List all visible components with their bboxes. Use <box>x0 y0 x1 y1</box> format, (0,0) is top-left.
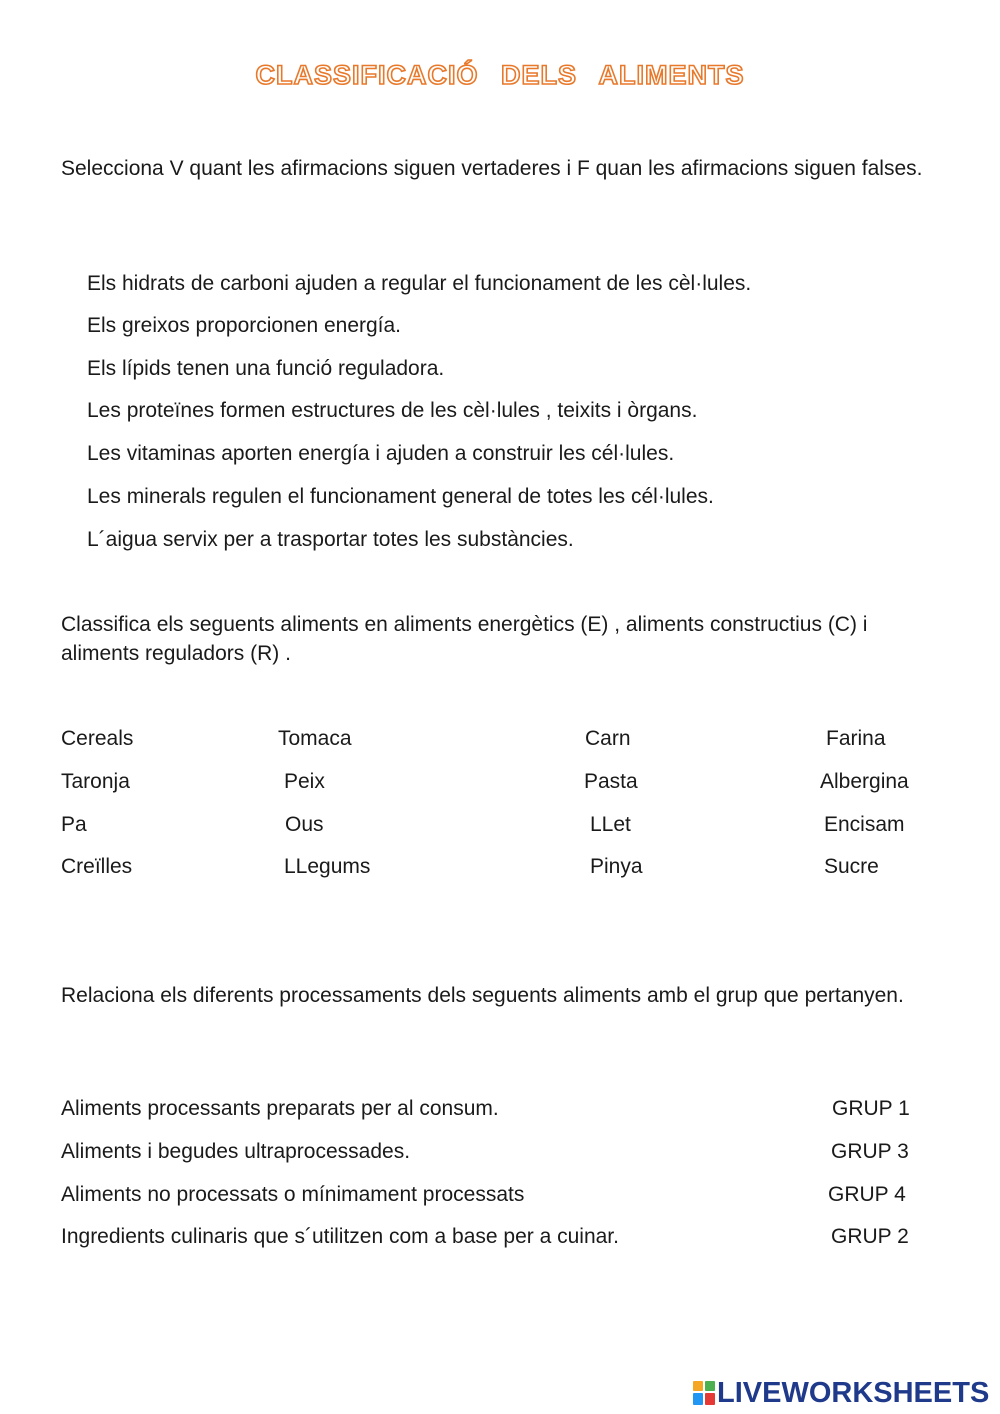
true-false-instructions: Selecciona V quant les afirmacions siguen vertaderes i F quan les afirmacions siguen falses. <box>61 157 923 180</box>
group-label-3: GRUP 4 <box>828 1183 906 1206</box>
food-item: Taronja <box>61 770 130 793</box>
food-item: Farina <box>826 727 886 750</box>
statement-3: Els lípids tenen una funció reguladora. <box>87 357 445 380</box>
food-item: LLet <box>590 813 631 836</box>
statement-1: Els hidrats de carboni ajuden a regular el funcionament de les cèl·lules. <box>87 272 752 295</box>
processing-item-4: Ingredients culinaris que s´utilitzen com a base per a cuinar. <box>61 1225 619 1248</box>
food-item: Carn <box>585 727 631 750</box>
food-item: Creïlles <box>61 855 133 878</box>
processing-item-2: Aliments i begudes ultraprocessades. <box>61 1140 411 1163</box>
food-item: Albergina <box>820 770 909 793</box>
food-item: Pasta <box>584 770 638 793</box>
statement-2: Els greixos proporcionen energía. <box>87 314 402 337</box>
processing-item-1: Aliments processants preparats per al consum. <box>61 1097 499 1120</box>
group-label-4: GRUP 2 <box>831 1225 909 1248</box>
classify-instructions: Classifica els seguents aliments en aliments energètics (E) , aliments constructius (C) i aliments reguladors (R) . <box>61 613 868 665</box>
statement-4: Les proteïnes formen estructures de les cèl·lules , teixits i òrgans. <box>87 399 698 422</box>
statement-7: L´aigua servix per a trasportar totes les substàncies. <box>87 528 574 551</box>
liveworksheets-text: LIVEWORKSHEETS <box>717 1376 990 1409</box>
food-item: Encisam <box>824 813 905 836</box>
group-label-2: GRUP 3 <box>831 1140 909 1163</box>
food-item: Peix <box>284 770 325 793</box>
food-item: Pinya <box>590 855 643 878</box>
statement-5: Les vitaminas aporten energía i ajuden a construir les cél·lules. <box>87 442 675 465</box>
food-item: Tomaca <box>278 727 352 750</box>
food-item: Cereals <box>61 727 134 750</box>
group-label-1: GRUP 1 <box>832 1097 910 1120</box>
food-item: Ous <box>285 813 324 836</box>
food-item: LLegums <box>284 855 371 878</box>
food-item: Sucre <box>824 855 879 878</box>
processing-item-3: Aliments no processats o mínimament processats <box>61 1183 525 1206</box>
relate-instructions: Relaciona els diferents processaments dels seguents aliments amb el grup que pertanyen. <box>61 984 904 1007</box>
food-item: Pa <box>61 813 87 836</box>
liveworksheets-mark-icon <box>693 1381 715 1405</box>
statement-6: Les minerals regulen el funcionament general de totes les cél·lules. <box>87 485 714 508</box>
liveworksheets-logo <box>693 1378 989 1408</box>
page-title: CLASSIFICACIÓ DELS ALIMENTS <box>255 60 745 90</box>
